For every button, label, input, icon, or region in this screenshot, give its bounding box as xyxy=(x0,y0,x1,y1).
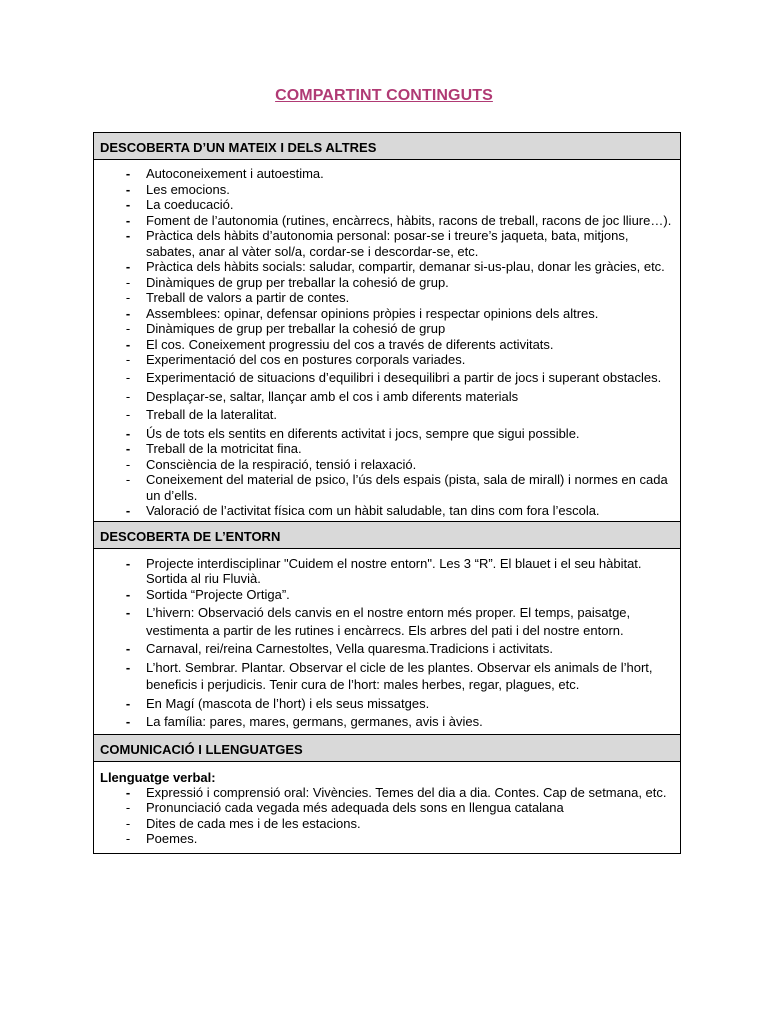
content-table xyxy=(93,132,681,854)
bullet-marker: - xyxy=(125,441,131,456)
list-item xyxy=(94,816,680,832)
subheading-llenguatge-verbal: Llenguatge verbal: xyxy=(100,769,216,785)
list-item-text: Coneixement del material de psico, l’ús dels espais (pista, sala de mirall) i normes en cada un d’ells. xyxy=(146,472,668,503)
list-item-text: Assemblees: opinar, defensar opinions pròpies i respectar opinions dels altres. xyxy=(146,305,599,321)
bullet-marker: - xyxy=(125,197,131,212)
list-item-text: Treball de la motricitat fina. xyxy=(146,441,302,456)
bullet-marker: - xyxy=(125,181,131,197)
list-item-text: Valoració de l’activitat física com un hàbit saludable, tan dins com fora l’escola. xyxy=(146,503,600,518)
list-item-text: Ús de tots els sentits en diferents activitat i jocs, sempre que sigui possible. xyxy=(146,425,580,441)
list-item-text: Expressió i comprensió oral: Vivències. Temes del dia a dia. Contes. Cap de setmana, etc. xyxy=(146,784,667,800)
list-item xyxy=(94,441,680,457)
list-item xyxy=(94,503,680,519)
list-item xyxy=(94,352,680,368)
list-item xyxy=(94,587,680,603)
list-item xyxy=(94,457,680,473)
list-item-text: Carnaval, rei/reina Carnestoltes, Vella quaresma.Tradicions i activitats. xyxy=(146,641,554,656)
list-item xyxy=(94,696,680,712)
bullet-marker: - xyxy=(125,425,131,441)
list-item-text: La coeducació. xyxy=(146,197,234,212)
bullet-marker: - xyxy=(125,641,131,656)
list-item xyxy=(94,290,680,306)
list-item-text: Dinàmiques de grup per treballar la cohesió de grup xyxy=(146,321,446,336)
bullet-marker: - xyxy=(125,369,131,385)
list-item xyxy=(94,321,680,337)
list-item-text: Foment de l’autonomia (rutines, encàrrecs, hàbits, racons de treball, racons de joc lliure…). xyxy=(146,212,672,228)
list-item-text: En Magí (mascota de l’hort) i els seus missatges. xyxy=(146,695,430,711)
bullet-marker: - xyxy=(125,352,131,367)
list-item-text: Treball de la lateralitat. xyxy=(146,407,278,422)
list-item-text: Consciència de la respiració, tensió i relaxació. xyxy=(146,456,417,472)
list-item-text: Poemes. xyxy=(146,831,198,846)
list-item xyxy=(94,426,680,442)
page-title: COMPARTINT CONTINGUTS xyxy=(275,87,493,104)
bullet-marker: - xyxy=(125,212,131,228)
section-header-comunicacio: COMUNICACIÓ I LLENGUATGES xyxy=(94,735,680,762)
bullet-marker: - xyxy=(125,407,131,422)
list-item xyxy=(94,556,680,587)
list-item-text: Sortida “Projecte Ortiga”. xyxy=(146,586,290,602)
bullet-marker: - xyxy=(125,831,131,846)
bullet-marker: - xyxy=(125,259,131,274)
list-item-text: Experimentació del cos en postures corporals variades. xyxy=(146,352,466,367)
list-item-text: Projecte interdisciplinar "Cuidem el nostre entorn". Les 3 “R”. El blauet i el seu hàbitat. Sortida al riu Fluvià. xyxy=(146,555,642,586)
list-item xyxy=(94,604,680,639)
list-item-text: Les emocions. xyxy=(146,181,230,197)
bullet-marker: - xyxy=(125,321,131,336)
list-item xyxy=(94,831,680,847)
list-item-text: Autoconeixement i autoestima. xyxy=(146,166,324,181)
bullet-marker: - xyxy=(125,555,131,571)
list-item xyxy=(94,182,680,198)
list-item xyxy=(94,213,680,229)
list-item xyxy=(94,407,680,423)
list-item xyxy=(94,659,680,694)
bullet-marker: - xyxy=(125,388,131,404)
list-item xyxy=(94,389,680,405)
list-item xyxy=(94,785,680,801)
bullet-marker: - xyxy=(125,305,131,321)
list-item-text: El cos. Coneixement progressiu del cos a través de diferents activitats. xyxy=(146,336,554,352)
list-item xyxy=(94,259,680,275)
list-item-text: Pràctica dels hàbits d’autonomia personal: posar-se i treure’s jaqueta, bata, mitjons, sabates, anar al vàter sol/a, cordar-se i descordar-se, etc. xyxy=(146,228,629,259)
section-body-descoberta-mateix xyxy=(94,160,680,522)
section-header-descoberta-mateix: DESCOBERTA D’UN MATEIX I DELS ALTRES xyxy=(94,133,680,160)
bullet-marker: - xyxy=(125,166,131,181)
list-item xyxy=(94,472,680,503)
bullet-marker: - xyxy=(125,659,131,675)
list-item-text: L’hort. Sembrar. Plantar. Observar el cicle de les plantes. Observar els animals de l’hort, beneficis i perjudicis. Tenir cura de l’hort: males herbes, regar, plagues, etc. xyxy=(146,659,653,692)
list-item-text: Treball de valors a partir de contes. xyxy=(146,290,350,305)
list-item xyxy=(94,275,680,291)
list-item xyxy=(94,228,680,259)
section-header-descoberta-entorn: DESCOBERTA DE L’ENTORN xyxy=(94,522,680,549)
bullet-marker: - xyxy=(125,456,131,472)
list-item xyxy=(94,641,680,657)
list-item-text: Dites de cada mes i de les estacions. xyxy=(146,815,361,831)
list-item xyxy=(94,306,680,322)
list-item-text: Desplaçar-se, saltar, llançar amb el cos i amb diferents materials xyxy=(146,388,519,404)
bullet-marker: - xyxy=(125,472,131,487)
list-item xyxy=(94,166,680,182)
bullet-marker: - xyxy=(125,274,131,290)
bullet-marker: - xyxy=(125,586,131,602)
bullet-marker: - xyxy=(125,815,131,831)
list-item-text: Experimentació de situacions d’equilibri i desequilibri a partir de jocs i superant obstacles. xyxy=(146,369,662,385)
list-item-text: La família: pares, mares, germans, germanes, avis i àvies. xyxy=(146,714,483,729)
bullet-marker: - xyxy=(125,605,131,620)
list-item-text: Pronunciació cada vegada més adequada dels sons en llengua catalana xyxy=(146,800,564,815)
section-body-comunicacio xyxy=(94,762,680,853)
list-item xyxy=(94,369,680,386)
bullet-marker: - xyxy=(125,290,131,305)
list-item-text: Dinàmiques de grup per treballar la cohesió de grup. xyxy=(146,274,449,290)
bullet-marker: - xyxy=(125,784,131,800)
bullet-marker: - xyxy=(125,695,131,711)
list-item xyxy=(94,197,680,213)
list-item-text: L’hivern: Observació dels canvis en el nostre entorn més proper. El temps, paisatge, vestimenta a partir de les rutines i encàrrecs. Els arbres del pati i del nostre entorn. xyxy=(146,605,631,638)
bullet-marker: - xyxy=(125,503,131,518)
section-body-descoberta-entorn xyxy=(94,549,680,735)
list-item xyxy=(94,800,680,816)
list-item xyxy=(94,337,680,353)
bullet-marker: - xyxy=(125,714,131,729)
list-item-text: Pràctica dels hàbits socials: saludar, compartir, demanar si-us-plau, donar les gràcies, etc. xyxy=(146,259,665,274)
bullet-marker: - xyxy=(125,336,131,352)
bullet-marker: - xyxy=(125,800,131,815)
list-item xyxy=(94,714,680,730)
bullet-marker: - xyxy=(125,228,131,243)
